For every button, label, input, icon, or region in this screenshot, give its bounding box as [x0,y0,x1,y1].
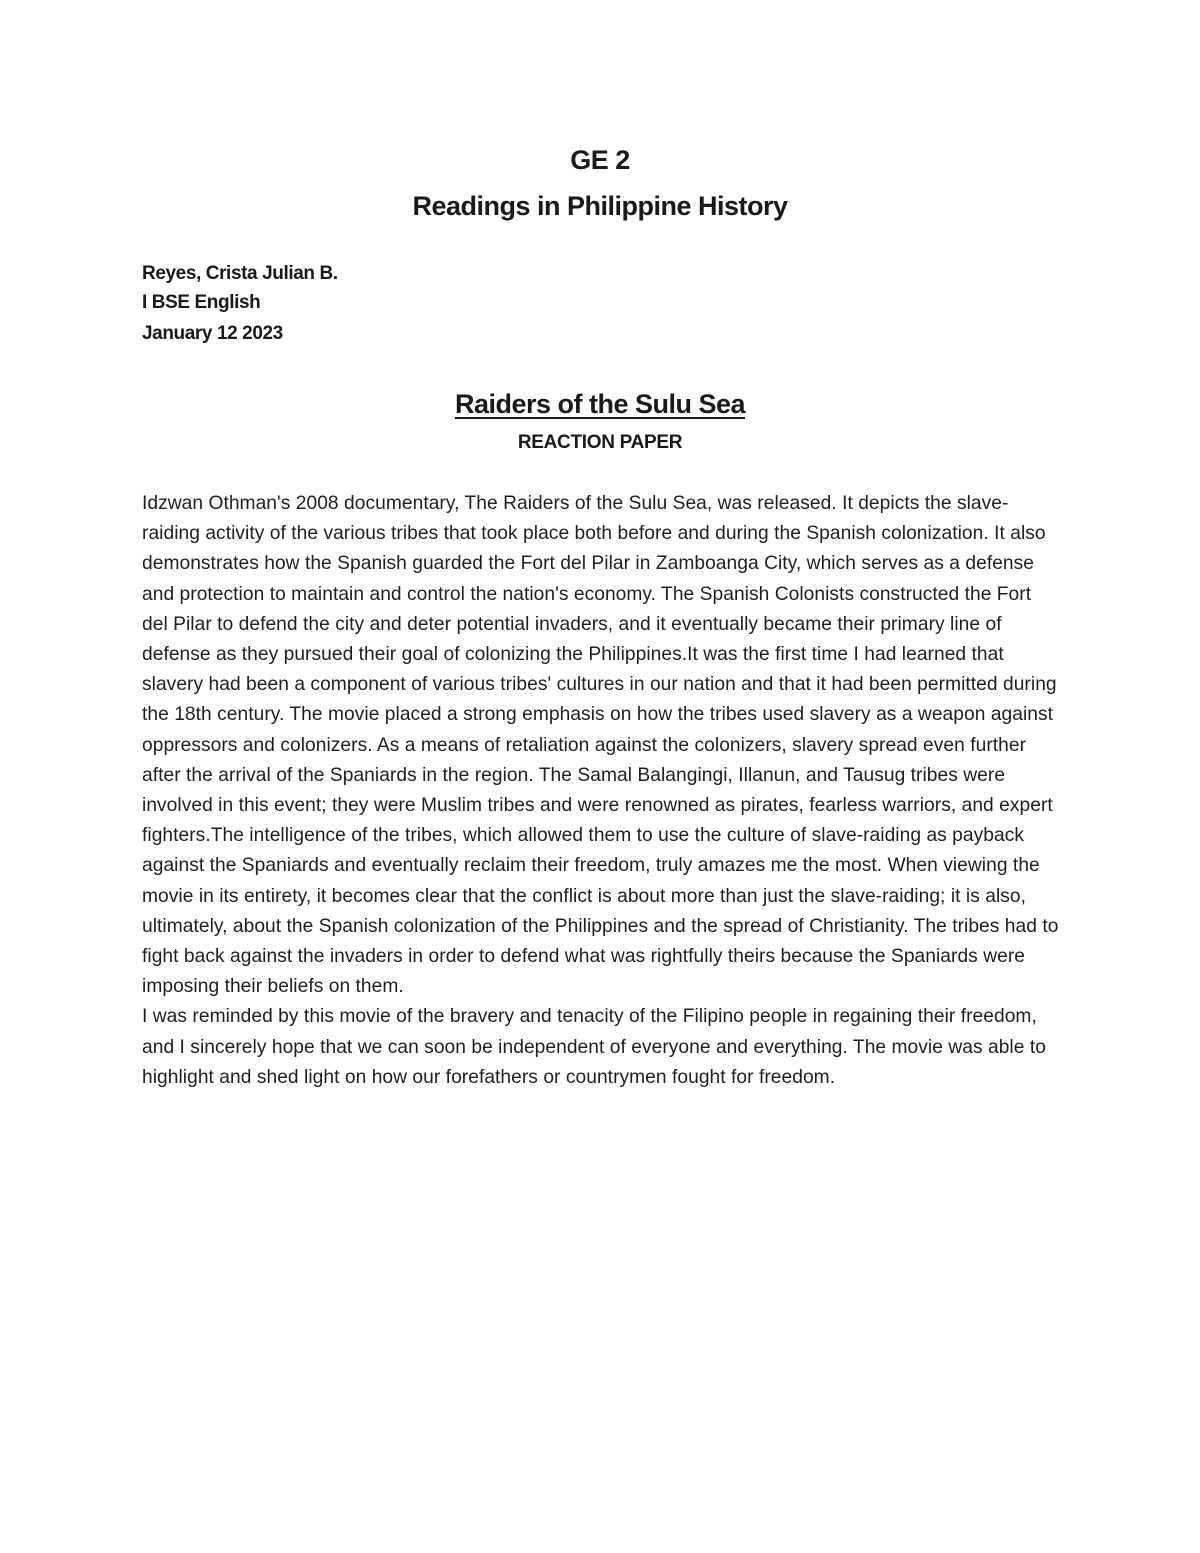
course-title: Readings in Philippine History [412,191,788,221]
paper-subtitle: REACTION PAPER [517,432,683,453]
paper-title: Raiders of the Sulu Sea [454,389,746,419]
student-program: I BSE English [142,292,261,313]
course-code: GE 2 [570,145,630,175]
submission-date: January 12 2023 [142,323,283,344]
paper-title-wrapper [0,386,1200,422]
body-paragraph: Idzwan Othman's 2008 documentary, The Raiders of the Sulu Sea, was released. It depicts the slave-raiding activity of the various tribes that took place both before and during the Spanish colonization. It also demonstrates how the Spanish guarded the Fort del Pilar in Zamboanga City, which serves as a defense and protection to maintain and control the nation's economy. The Spanish Colonists constructed the Fort del Pilar to defend the city and deter potential invaders, and it eventually became their primary line of defense as they pursued their goal of colonizing the Philippines.It was the first time I had learned that slavery had been a component of various tribes' cultures in our nation and that it had been permitted during the 18th century. The movie placed a strong emphasis on how the tribes used slavery as a weapon against oppressors and colonizers. As a means of retaliation against the colonizers, slavery spread even further after the arrival of the Spaniards in the region. The Samal Balangingi, Illanun, and Tausug tribes were involved in this event; they were Muslim tribes and were renowned as pirates, fearless warriors, and expert fighters.The intelligence of the tribes, which allowed them to use the culture of slave-raiding as payback against the Spaniards and eventually reclaim their freedom, truly amazes me the most. When viewing the movie in its entirety, it becomes clear that the conflict is about more than just the slave-raiding; it is also, ultimately, about the Spanish colonization of the Philippines and the spread of Christianity. The tribes had to fight back against the invaders in order to defend what was rightfully theirs because the Spaniards were imposing their beliefs on them. [142,493,1059,998]
student-name: Reyes, Crista Julian B. [142,263,338,284]
body-text [142,489,1060,1093]
body-paragraph: I was reminded by this movie of the bravery and tenacity of the Filipino people in regaining their freedom, and I sincerely hope that we can soon be independent of everyone and everything. The movie was able to highlight and shed light on how our forefathers or countrymen fought for freedom. [142,1006,1046,1088]
